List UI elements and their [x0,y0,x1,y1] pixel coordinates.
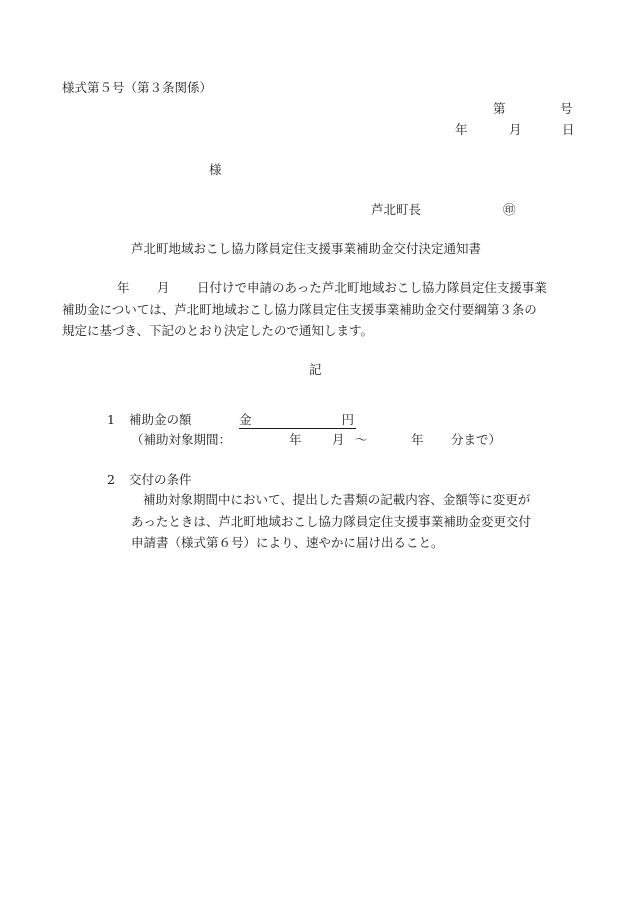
date-year: 年 [455,122,468,137]
amount-underline [239,412,356,429]
item-1-label: 補助金の額 [129,412,192,427]
document-title: 芦北町地域おこし協力隊員定住支援事業補助金交付決定通知書 [131,241,482,256]
period-year-1: 年 [289,432,302,447]
amount-suffix: 円 [341,412,354,427]
document-number-suffix: 号 [560,101,573,116]
item-2-label: 交付の条件 [129,472,192,487]
issuer-title: 芦北町長 [371,202,422,217]
body-month: 月 [157,280,170,295]
item-1-number: 1 [107,412,115,427]
seal-mark: ㊞ [503,202,516,217]
form-number-label: 様式第５号（第３条関係） [62,80,213,95]
date-month: 月 [509,122,522,137]
document-number-prefix: 第 [493,101,506,116]
period-month-1: 月 [332,432,345,447]
period-year-2: 年 [411,432,424,447]
item-2-line-3: 申請書（様式第６号）により、速やかに届け出ること。 [131,535,444,550]
body-line-2: 補助金については、芦北町地域おこし協力隊員定住支援事業補助金交付要綱第３条の [62,302,537,317]
item-2-line-1: 補助対象期間中において、提出した書類の記載内容、金額等に変更が [143,492,531,507]
amount-prefix: 金 [239,412,252,427]
body-line-1: 日付けで申請のあった芦北町地域おこし協力隊員定住支援事業 [197,280,547,295]
period-tilde: ～ [355,432,368,447]
ki-heading: 記 [309,362,322,377]
addressee-suffix: 様 [209,162,222,177]
period-close: 分まで） [451,432,502,447]
body-year: 年 [117,280,130,295]
item-2-number: 2 [107,472,115,487]
period-open: （補助対象期間： [131,432,232,447]
date-day: 日 [562,122,575,137]
body-line-3: 規定に基づき、下記のとおり決定したので通知します。 [62,323,374,338]
item-2-line-2: あったときは、芦北町地域おこし協力隊員定住支援事業補助金変更交付 [131,514,531,529]
